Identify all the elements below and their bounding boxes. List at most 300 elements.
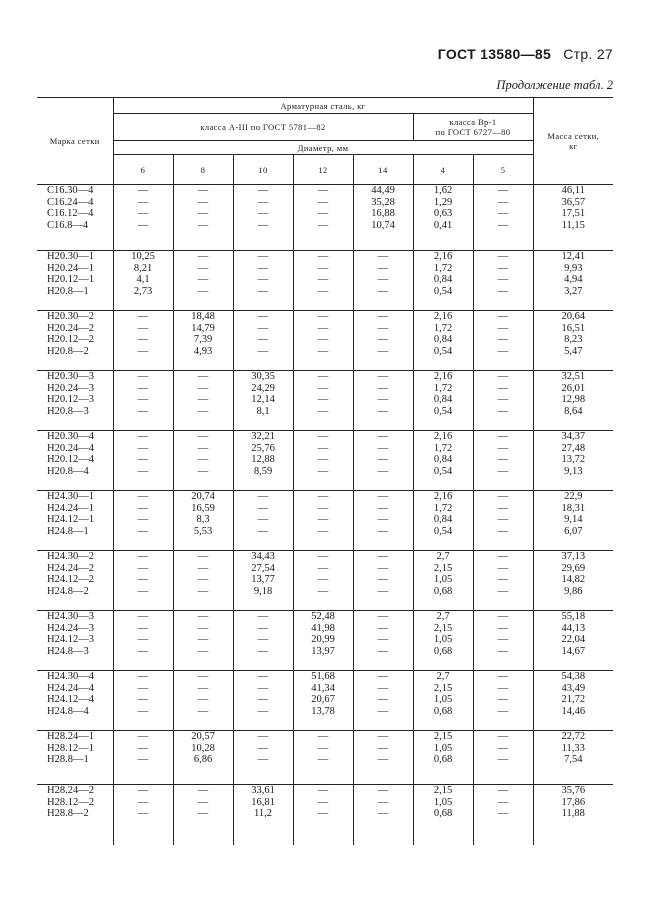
dash-value: —: [317, 525, 329, 537]
cell-value: 12,14: [251, 394, 275, 405]
mark-label: Н24.30—4: [47, 671, 94, 682]
page-number: Стр. 27: [563, 46, 613, 62]
diameter-d6-cell: [113, 551, 173, 611]
cell-value: 6,07: [564, 525, 583, 537]
diameter-d5-cell: [473, 311, 533, 371]
dash-value: —: [137, 731, 149, 742]
cell-value: 2,16: [433, 491, 453, 502]
dash-value: —: [197, 634, 209, 645]
dash-value: —: [137, 808, 149, 819]
diameter-d14-cell: [353, 311, 413, 371]
dash-value: —: [257, 491, 269, 502]
table-row: [37, 611, 613, 671]
dash-value: —: [137, 645, 149, 657]
cell-value: 41,34: [311, 682, 335, 694]
diameter-d8-cell: [173, 731, 233, 785]
cell-value: 10,74: [371, 219, 395, 231]
dash-value: —: [197, 551, 209, 562]
mark-cell: [37, 311, 113, 371]
cell-value: 0,54: [433, 405, 453, 417]
dash-value: —: [377, 514, 389, 525]
diameter-d14-cell: [353, 551, 413, 611]
dash-value: —: [137, 334, 149, 345]
dash-value: —: [497, 274, 509, 285]
mark-label: Н20.8—1: [47, 285, 89, 297]
cell-value: 1,05: [433, 742, 453, 754]
header-diameter: Диаметр, мм: [113, 141, 533, 155]
dash-value: —: [497, 796, 509, 808]
diameter-d4-cell: [413, 785, 473, 845]
dash-value: —: [377, 502, 389, 514]
mark-label: Н24.8—1: [47, 525, 89, 537]
dash-value: —: [377, 754, 389, 765]
cell-value: 8,59: [253, 465, 273, 477]
dash-value: —: [317, 251, 329, 262]
dash-value: —: [137, 491, 149, 502]
cell-value: 11,88: [561, 808, 585, 819]
dash-value: —: [377, 285, 389, 297]
cell-value: 1,05: [433, 574, 453, 585]
dash-value: —: [257, 611, 269, 622]
mark-cell: [37, 491, 113, 551]
diameter-d4-cell: [413, 185, 473, 251]
dash-value: —: [497, 574, 509, 585]
diameter-d8-cell: [173, 251, 233, 311]
cell-value: 32,51: [561, 371, 586, 382]
dash-value: —: [497, 502, 509, 514]
mark-label: Н20.24—2: [47, 322, 94, 334]
cell-value: 5,53: [193, 525, 213, 537]
dash-value: —: [497, 371, 509, 382]
cell-value: 46,11: [561, 185, 585, 196]
diameter-d14-cell: [353, 731, 413, 785]
cell-value: 20,67: [311, 694, 335, 705]
dash-value: —: [137, 796, 149, 808]
diameter-d6-cell: [113, 671, 173, 731]
cell-value: 13,97: [311, 645, 335, 657]
dash-value: —: [317, 808, 329, 819]
mass-cell: [533, 551, 613, 611]
cell-value: 4,1: [136, 274, 150, 285]
mass-cell: [533, 251, 613, 311]
cell-value: 17,86: [561, 796, 586, 808]
dash-value: —: [317, 742, 329, 754]
dash-value: —: [377, 322, 389, 334]
dash-value: —: [137, 514, 149, 525]
dash-value: —: [257, 634, 269, 645]
cell-value: 34,37: [561, 431, 586, 442]
diameter-d4-cell: [413, 431, 473, 491]
dash-value: —: [377, 442, 389, 454]
dash-value: —: [137, 219, 149, 231]
dash-value: —: [317, 262, 329, 274]
dash-value: —: [497, 694, 509, 705]
dash-value: —: [257, 219, 269, 231]
cell-value: 0,84: [433, 334, 453, 345]
dash-value: —: [377, 731, 389, 742]
dash-value: —: [497, 311, 509, 322]
dash-value: —: [317, 465, 329, 477]
cell-value: 2,15: [433, 562, 453, 574]
dash-value: —: [137, 705, 149, 717]
header-mark: Марка сетки: [37, 98, 113, 185]
dash-value: —: [137, 634, 149, 645]
dash-value: —: [137, 405, 149, 417]
dash-value: —: [257, 185, 269, 196]
mark-cell: [37, 371, 113, 431]
dash-value: —: [317, 322, 329, 334]
dash-value: —: [137, 694, 149, 705]
cell-value: 55,18: [561, 611, 586, 622]
cell-value: 18,31: [561, 502, 586, 514]
header-steel: Арматурная сталь, кг: [113, 98, 533, 114]
dash-value: —: [137, 196, 149, 208]
cell-value: 10,28: [191, 742, 215, 754]
cell-value: 0,68: [433, 754, 453, 765]
mark-cell: [37, 671, 113, 731]
cell-value: 7,54: [564, 754, 583, 765]
dash-value: —: [257, 682, 269, 694]
mark-label: Н24.30—2: [47, 551, 94, 562]
cell-value: 2,15: [433, 682, 453, 694]
diameter-d14-cell: [353, 785, 413, 845]
dash-value: —: [197, 611, 209, 622]
table-row: [37, 785, 613, 845]
dash-value: —: [257, 285, 269, 297]
dash-value: —: [497, 219, 509, 231]
diameter-d14-cell: [353, 251, 413, 311]
dash-value: —: [497, 808, 509, 819]
dash-value: —: [137, 465, 149, 477]
dash-value: —: [497, 262, 509, 274]
dash-value: —: [497, 251, 509, 262]
diameter-d14-cell: [353, 371, 413, 431]
cell-value: 12,98: [561, 394, 586, 405]
cell-value: 2,15: [433, 622, 453, 634]
dash-value: —: [377, 574, 389, 585]
cell-value: 14,46: [561, 705, 586, 717]
mark-cell: [37, 611, 113, 671]
dash-value: —: [497, 682, 509, 694]
cell-value: 0,68: [433, 645, 453, 657]
dash-value: —: [377, 694, 389, 705]
cell-value: 22,72: [561, 731, 586, 742]
cell-value: 1,62: [433, 185, 453, 196]
cell-value: 9,13: [564, 465, 583, 477]
cell-value: 2,15: [433, 731, 453, 742]
cell-value: 14,82: [561, 574, 586, 585]
diameter-d12-cell: [293, 731, 353, 785]
diameter-d5-cell: [473, 251, 533, 311]
mark-cell: [37, 551, 113, 611]
mark-cell: [37, 185, 113, 251]
mark-label: Н24.24—1: [47, 502, 94, 514]
dash-value: —: [377, 796, 389, 808]
table-row: [37, 551, 613, 611]
diameter-d10-cell: [233, 491, 293, 551]
cell-value: 44,13: [561, 622, 586, 634]
cell-value: 8,1: [256, 405, 270, 417]
dash-value: —: [197, 574, 209, 585]
dash-value: —: [317, 185, 329, 196]
header-d4: 4: [413, 155, 473, 185]
diameter-d10-cell: [233, 185, 293, 251]
mark-label: С16.30—4: [47, 185, 94, 196]
cell-value: 35,76: [561, 785, 586, 796]
diameter-d14-cell: [353, 185, 413, 251]
cell-value: 9,14: [564, 514, 583, 525]
dash-value: —: [377, 671, 389, 682]
dash-value: —: [257, 694, 269, 705]
mark-label: Н24.12—4: [47, 694, 94, 705]
cell-value: 0,63: [433, 208, 453, 219]
dash-value: —: [317, 574, 329, 585]
dash-value: —: [377, 345, 389, 357]
table-row: [37, 371, 613, 431]
diameter-d14-cell: [353, 431, 413, 491]
dash-value: —: [197, 371, 209, 382]
cell-value: 41,98: [311, 622, 335, 634]
cell-value: 0,54: [433, 465, 453, 477]
dash-value: —: [257, 208, 269, 219]
diameter-d4-cell: [413, 611, 473, 671]
dash-value: —: [197, 785, 209, 796]
cell-value: 27,48: [561, 442, 586, 454]
dash-value: —: [257, 502, 269, 514]
dash-value: —: [377, 382, 389, 394]
dash-value: —: [197, 394, 209, 405]
dash-value: —: [137, 442, 149, 454]
dash-value: —: [137, 574, 149, 585]
diameter-d10-cell: [233, 251, 293, 311]
dash-value: —: [377, 551, 389, 562]
standard-number: ГОСТ 13580—85: [437, 46, 552, 62]
dash-value: —: [377, 394, 389, 405]
dash-value: —: [197, 454, 209, 465]
mark-label: Н28.12—1: [47, 742, 94, 754]
cell-value: 8,23: [564, 334, 583, 345]
cell-value: 0,54: [433, 525, 453, 537]
mark-label: Н28.8—1: [47, 754, 89, 765]
cell-value: 0,68: [433, 585, 453, 597]
diameter-d10-cell: [233, 611, 293, 671]
dash-value: —: [497, 454, 509, 465]
cell-value: 51,68: [311, 671, 335, 682]
dash-value: —: [137, 622, 149, 634]
diameter-d6-cell: [113, 611, 173, 671]
dash-value: —: [377, 251, 389, 262]
dash-value: —: [257, 345, 269, 357]
dash-value: —: [317, 285, 329, 297]
mark-label: Н20.24—1: [47, 262, 94, 274]
diameter-d4-cell: [413, 671, 473, 731]
dash-value: —: [497, 551, 509, 562]
dash-value: —: [377, 371, 389, 382]
header-d10: 10: [233, 155, 293, 185]
cell-value: 16,51: [561, 322, 586, 334]
dash-value: —: [197, 645, 209, 657]
dash-value: —: [497, 785, 509, 796]
cell-value: 27,54: [251, 562, 275, 574]
diameter-d12-cell: [293, 611, 353, 671]
dash-value: —: [137, 585, 149, 597]
dash-value: —: [257, 251, 269, 262]
diameter-d8-cell: [173, 671, 233, 731]
dash-value: —: [377, 431, 389, 442]
dash-value: —: [257, 525, 269, 537]
dash-value: —: [377, 682, 389, 694]
dash-value: —: [497, 196, 509, 208]
cell-value: 0,84: [433, 514, 453, 525]
cell-value: 1,72: [433, 442, 453, 454]
dash-value: —: [257, 334, 269, 345]
cell-value: 44,49: [371, 185, 395, 196]
cell-value: 16,88: [371, 208, 395, 219]
dash-value: —: [497, 442, 509, 454]
cell-value: 13,72: [561, 454, 586, 465]
dash-value: —: [137, 322, 149, 334]
cell-value: 32,21: [251, 431, 275, 442]
mark-label: С16.12—4: [47, 208, 94, 219]
diameter-d4-cell: [413, 731, 473, 785]
dash-value: —: [497, 611, 509, 622]
dash-value: —: [137, 311, 149, 322]
cell-value: 36,57: [561, 196, 586, 208]
dash-value: —: [317, 442, 329, 454]
dash-value: —: [257, 311, 269, 322]
dash-value: —: [377, 611, 389, 622]
mass-cell: [533, 611, 613, 671]
header-class-vr1-line2: по ГОСТ 6727—80: [435, 127, 511, 137]
dash-value: —: [497, 285, 509, 297]
cell-value: 2,16: [433, 371, 453, 382]
cell-value: 9,86: [564, 585, 583, 597]
dash-value: —: [257, 622, 269, 634]
diameter-d5-cell: [473, 611, 533, 671]
dash-value: —: [197, 562, 209, 574]
cell-value: 1,72: [433, 322, 453, 334]
table-row: [37, 251, 613, 311]
dash-value: —: [197, 465, 209, 477]
dash-value: —: [497, 491, 509, 502]
cell-value: 52,48: [311, 611, 335, 622]
cell-value: 12,88: [251, 454, 275, 465]
cell-value: 2,16: [433, 251, 453, 262]
mark-label: Н24.12—1: [47, 514, 94, 525]
dash-value: —: [197, 219, 209, 231]
dash-value: —: [317, 796, 329, 808]
diameter-d5-cell: [473, 185, 533, 251]
mark-cell: [37, 251, 113, 311]
dash-value: —: [137, 525, 149, 537]
cell-value: 54,38: [561, 671, 586, 682]
diameter-d14-cell: [353, 491, 413, 551]
dash-value: —: [137, 611, 149, 622]
mark-label: Н28.24—2: [47, 785, 94, 796]
dash-value: —: [257, 645, 269, 657]
dash-value: —: [317, 311, 329, 322]
cell-value: 1,72: [433, 382, 453, 394]
dash-value: —: [137, 562, 149, 574]
cell-value: 24,29: [251, 382, 275, 394]
mark-label: Н24.8—4: [47, 705, 89, 717]
diameter-d5-cell: [473, 671, 533, 731]
dash-value: —: [257, 671, 269, 682]
dash-value: —: [317, 405, 329, 417]
dash-value: —: [317, 219, 329, 231]
mark-label: Н20.30—1: [47, 251, 94, 262]
dash-value: —: [317, 551, 329, 562]
dash-value: —: [317, 785, 329, 796]
cell-value: 8,21: [133, 262, 153, 274]
diameter-d4-cell: [413, 551, 473, 611]
dash-value: —: [497, 742, 509, 754]
cell-value: 12,41: [561, 251, 586, 262]
cell-value: 1,05: [433, 634, 453, 645]
header-d12: 12: [293, 155, 353, 185]
dash-value: —: [497, 645, 509, 657]
diameter-d6-cell: [113, 731, 173, 785]
mark-label: Н20.12—2: [47, 334, 94, 345]
mass-cell: [533, 431, 613, 491]
mark-label: Н28.8—2: [47, 808, 89, 819]
cell-value: 2,7: [436, 611, 450, 622]
dash-value: —: [377, 785, 389, 796]
dash-value: —: [497, 465, 509, 477]
mass-cell: [533, 671, 613, 731]
dash-value: —: [137, 551, 149, 562]
diameter-d4-cell: [413, 311, 473, 371]
cell-value: 22,04: [561, 634, 586, 645]
table-body: [37, 185, 613, 845]
dash-value: —: [317, 196, 329, 208]
mark-label: Н24.12—3: [47, 634, 94, 645]
cell-value: 0,54: [433, 285, 453, 297]
cell-value: 14,67: [561, 645, 586, 657]
table-row: [37, 671, 613, 731]
dash-value: —: [197, 405, 209, 417]
dash-value: —: [317, 754, 329, 765]
dash-value: —: [377, 491, 389, 502]
dash-value: —: [377, 808, 389, 819]
diameter-d10-cell: [233, 671, 293, 731]
diameter-d5-cell: [473, 731, 533, 785]
cell-value: 14,79: [191, 322, 215, 334]
dash-value: —: [377, 562, 389, 574]
diameter-d10-cell: [233, 431, 293, 491]
mark-label: Н20.30—3: [47, 371, 94, 382]
mark-label: Н24.24—4: [47, 682, 94, 694]
dash-value: —: [257, 514, 269, 525]
cell-value: 2,7: [436, 551, 450, 562]
diameter-d6-cell: [113, 431, 173, 491]
mesh-mass-table: [37, 97, 613, 845]
table-continuation-note: Продолжение табл. 2: [496, 78, 613, 92]
dash-value: —: [317, 491, 329, 502]
cell-value: 9,93: [564, 262, 583, 274]
dash-value: —: [197, 262, 209, 274]
diameter-d8-cell: [173, 185, 233, 251]
mark-label: Н20.12—3: [47, 394, 94, 405]
dash-value: —: [497, 394, 509, 405]
diameter-d4-cell: [413, 371, 473, 431]
cell-value: 5,47: [564, 345, 583, 357]
dash-value: —: [377, 262, 389, 274]
cell-value: 20,64: [561, 311, 586, 322]
dash-value: —: [497, 634, 509, 645]
dash-value: —: [197, 274, 209, 285]
dash-value: —: [497, 731, 509, 742]
